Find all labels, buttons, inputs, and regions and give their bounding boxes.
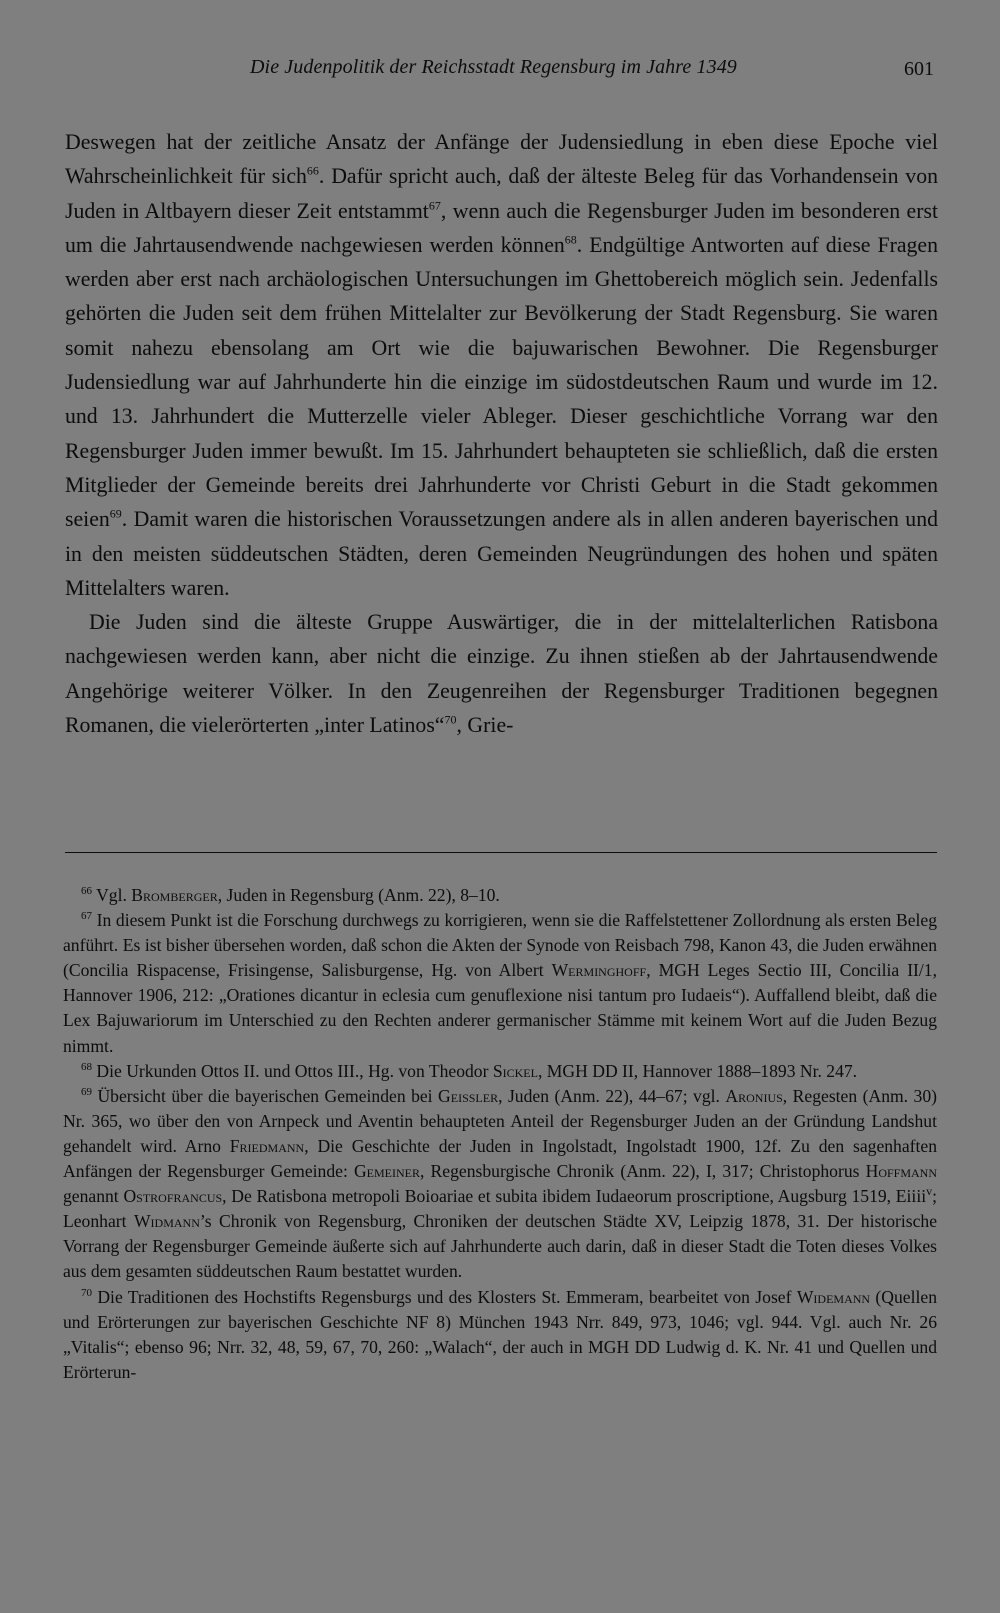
footnote-70: $^{70}$ Die Traditionen des Hochstifts Regensburgs und des Klosters St. Emmeram, bearbeitet von Josef Widemann (Quellen und Erörterungen zur bayerischen Geschichte NF 8) München 1943 Nrr. 849, 973, 1046; vgl. 944. Vgl. auch Nr. 26 „Vitalis“; ebenso 96; Nrr. 32, 48, 59, 67, 70, 260: „Walach“, der auch in MGH DD Ludwig d. K. Nr. 41 und Quellen und Erörterun-	[63, 1286, 937, 1382]
footnote-number: 66	[81, 885, 92, 898]
footnote-divider	[65, 852, 937, 853]
footnote-ref-70[interactable]: 70	[444, 712, 457, 727]
footnote-number: 70	[81, 1286, 92, 1299]
body-paragraph-2: Die Juden sind die älteste Gruppe Auswärtiger, die in der mittelalterlichen Ratisbona nachgewiesen werden kann, aber nicht die einzige. Zu ihnen stießen ab der Jahrtausendwende Angehörige weiterer Völker. In den Zeugenreihen der Regensburger Traditionen begegnen Romanen, die vielerörterten „inter Latinos“$^{70}$, Grie-	[65, 610, 938, 738]
page-number: 601	[904, 58, 934, 80]
footnote-68: $^{68}$ Die Urkunden Ottos II. und Ottos III., Hg. von Theodor Sickel, MGH DD II, Hannover 1888–1893 Nr. 247.	[81, 1060, 858, 1081]
footnote-69: $^{69}$ Übersicht über die bayerischen Gemeinden bei Geissler, Juden (Anm. 22), 44–67; vgl. Aronius, Regesten (Anm. 30) Nr. 365, wo über den von Arnpeck und Aventin behaupteten Anteil der Regensburger Juden an der Gründung Landshut gehandelt wird. Arno Friedmann, Die Geschichte der Juden in Ingolstadt, Ingolstadt 1900, 12f. Zu den sagenhaften Anfängen der Regensburger Gemeinde: Gemeiner, Regensburgische Chronik (Anm. 22), I, 317; Christophorus Hoffmann genannt Ostrofrancus, De Ratisbona metropoli Boioariae et subita ibidem Iudaeorum proscriptione, Augsburg 1519, Eiiii$^v$; Leonhart Widmann’s Chronik von Regensburg, Chroniken der deutschen Städte XV, Leipzig 1878, 31. Der historische Vorrang der Regensburger Gemeinde äußerte sich auf Jahrhunderte auch darin, daß in dieser Stadt die Toten dieses Volkes aus dem gesamten süddeutschen Raum bestattet wurden.	[63, 1085, 938, 1282]
footnote-number: 69	[81, 1085, 92, 1098]
running-header	[0, 48, 1000, 88]
footnotes	[63, 883, 937, 1385]
body-paragraph-1: Deswegen hat der zeitliche Ansatz der Anfänge der Judensiedlung in eben diese Epoche viel Wahrscheinlichkeit für sich$^{66}$. Dafür spricht auch, daß der älteste Beleg für das Vorhandensein von Juden in Altbayern dieser Zeit entstammt$^{67}$, wenn auch die Regensburger Juden im besonderen erst um die Jahrtausendwende nachgewiesen werden können$^{68}$. Endgültige Antworten auf diese Fragen werden aber erst nach archäologischen Untersuchungen im Ghettobereich möglich sein. Jedenfalls gehörten die Juden seit dem frühen Mittelalter zur Bevölkerung der Stadt Regensburg. Sie waren somit nahezu ebensolang am Ort wie die bajuwarischen Bewohner. Die Regensburger Judensiedlung war auf Jahrhunderte hin die einzige im südostdeutschen Raum und wurde im 12. und 13. Jahrhundert die Mutterzelle vieler Ableger. Dieser geschichtliche Vorrang war den Regensburger Juden immer bewußt. Im 15. Jahrhundert behaupteten sie schließlich, daß die ersten Mitglieder der Gemeinde bereits drei Jahrhunderte vor Christi Geburt in die Stadt gekommen seien$^{69}$. Damit waren die historischen Voraussetzungen andere als in allen anderen bayerischen und in den meisten süddeutschen Städten, deren Gemeinden Neugründungen des hohen und späten Mittelalters waren.	[65, 130, 939, 600]
footnote-number: 68	[81, 1060, 92, 1073]
footnote-ref-66[interactable]: 66	[306, 164, 319, 179]
footnote-ref-69[interactable]: 69	[109, 507, 122, 521]
main-text	[65, 125, 938, 742]
footnote-number: 67	[81, 910, 92, 923]
footnote-ref-67[interactable]: 67	[428, 198, 441, 213]
footnote-67: $^{67}$ In diesem Punkt ist die Forschung durchwegs zu korrigieren, wenn sie die Raffelstettener Zollordnung als ersten Beleg anführt. Es ist bisher übersehen worden, daß schon die Akten der Synode von Reisbach 798, Kanon 43, die Juden erwähnen (Concilia Rispacense, Frisingense, Salisburgense, Hg. von Albert Werminghoff, MGH Leges Sectio III, Concilia II/1, Hannover 1906, 212: „Orationes dicantur in eclesia cum genuflexione nisi tantum pro Iudaeis“). Auffallend bleibt, daß die Lex Bajuwariorum im Unterschied zu den Rechten anderer germanischer Stämme mit keinem Wort auf die Juden Bezug nimmt.	[63, 910, 938, 1056]
footnote-ref-68[interactable]: 68	[564, 232, 577, 247]
footnote-66: $^{66}$ Vgl. Bromberger, Juden in Regensburg (Anm. 22), 8–10.	[81, 885, 500, 905]
running-title: Die Judenpolitik der Reichsstadt Regensburg im Jahre 1349	[250, 56, 737, 78]
